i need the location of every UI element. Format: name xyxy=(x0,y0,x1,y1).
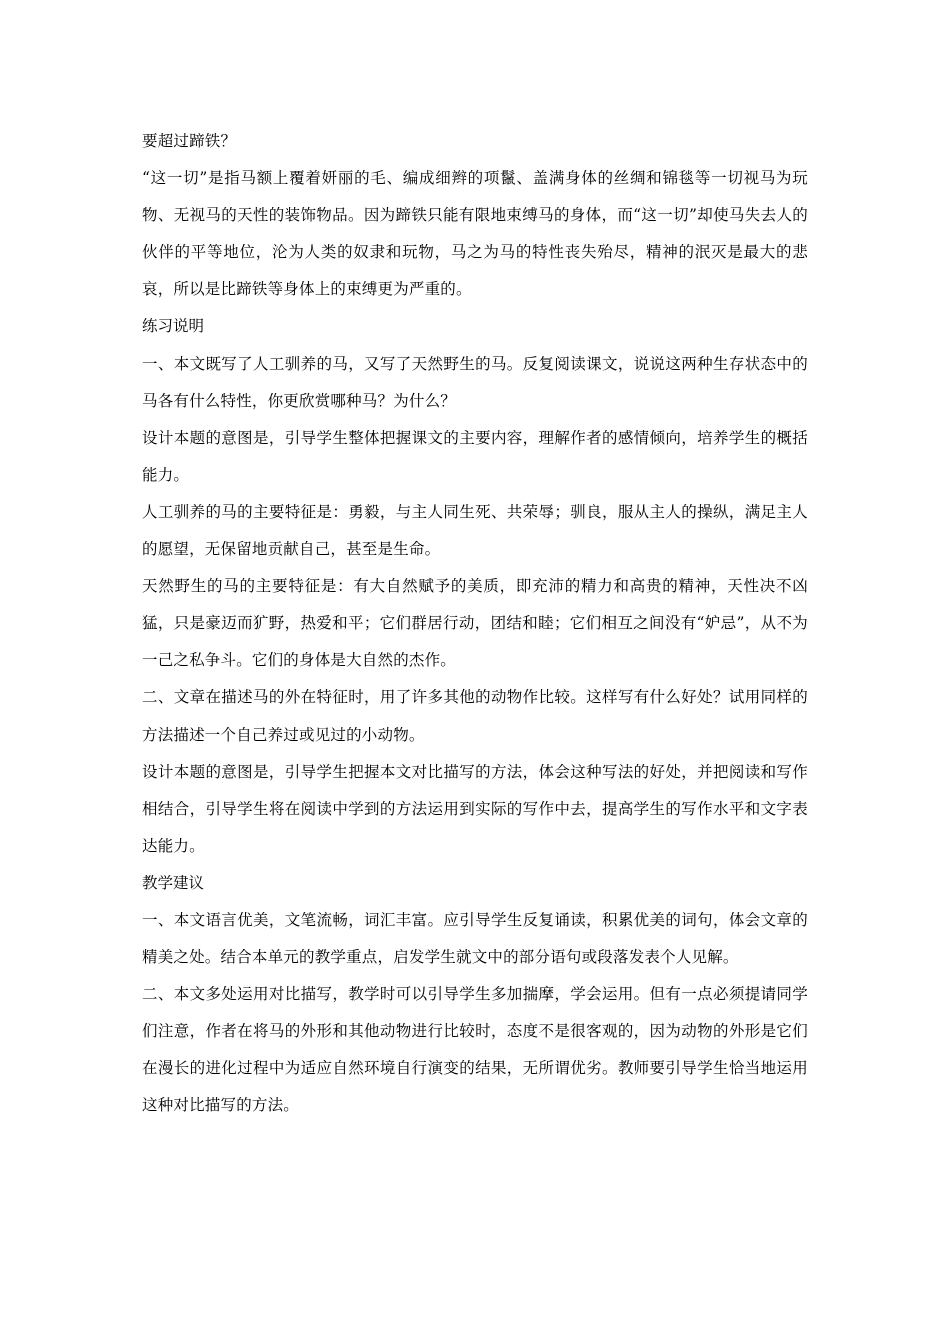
paragraph-exercise-one-intent: 设计本题的意图是，引导学生整体把握课文的主要内容，理解作者的感情倾向，培养学生的概括能力。 xyxy=(142,428,808,484)
paragraph-continuation: 要超过蹄铁？ xyxy=(142,132,237,150)
paragraph-suggestion-one: 一、本文语言优美，文笔流畅，词汇丰富。应引导学生反复诵读，积累优美的词句，体会文章的精美之处。结合本单元的教学重点，启发学生就文中的部分语句或段落发表个人见解。 xyxy=(142,910,808,967)
section-heading-teaching-suggestions: 教学建议 xyxy=(142,873,205,892)
paragraph-suggestion-two: 二、本文多处运用对比描写，教学时可以引导学生多加揣摩，学会运用。但有一点必须提请同学们注意，作者在将马的外形和其他动物进行比较时，态度不是很客观的，因为动物的外形是它们在漫长的进化过程中为适应自然环境自行演变的结果，无所谓优劣。教师要引导学生恰当地运用这种对比描写的方法。 xyxy=(142,985,808,1115)
document-body xyxy=(142,123,808,1125)
paragraph-wild-horse-traits: 天然野生的马的主要特征是：有大自然赋予的美质，即充沛的精力和高贵的精神，天性决不凶猛，只是豪迈而犷野，热爱和平；它们群居行动，团结和睦；它们相互之间没有“妒忌”，从不为一己之私争斗。它们的身体是大自然的杰作。 xyxy=(142,577,808,670)
paragraph-exercise-two: 二、文章在描述马的外在特征时，用了许多其他的动物作比较。这样写有什么好处？试用同样的方法描述一个自己养过或见过的小动物。 xyxy=(142,688,808,744)
paragraph-exercise-one: 一、本文既写了人工驯养的马，又写了天然野生的马。反复阅读课文，说说这两种生存状态中的马各有什么特性，你更欣赏哪种马？为什么？ xyxy=(142,354,808,410)
section-heading-exercise-notes: 练习说明 xyxy=(142,317,205,336)
paragraph-domestic-horse-traits: 人工驯养的马的主要特征是：勇毅，与主人同生死、共荣辱；驯良，服从主人的操纵，满足主人的愿望，无保留地贡献自己，甚至是生命。 xyxy=(142,502,808,559)
paragraph-exercise-two-intent: 设计本题的意图是，引导学生把握本文对比描写的方法，体会这种写法的好处，并把阅读和写作相结合，引导学生将在阅读中学到的方法运用到实际的写作中去，提高学生的写作水平和文字表达能力。 xyxy=(142,762,808,855)
paragraph-this-all-explanation: “这一切”是指马额上覆着妍丽的毛、编成细辫的项鬣、盖满身体的丝绸和锦毯等一切视马为玩物、无视马的天性的装饰物品。因为蹄铁只能有限地束缚马的身体，而“这一切”却使马失去人的伙伴的平等地位，沦为人类的奴隶和玩物，马之为马的特性丧失殆尽，精神的泯灭是最大的悲哀，所以是比蹄铁等身体上的束缚更为严重的。 xyxy=(142,169,808,299)
